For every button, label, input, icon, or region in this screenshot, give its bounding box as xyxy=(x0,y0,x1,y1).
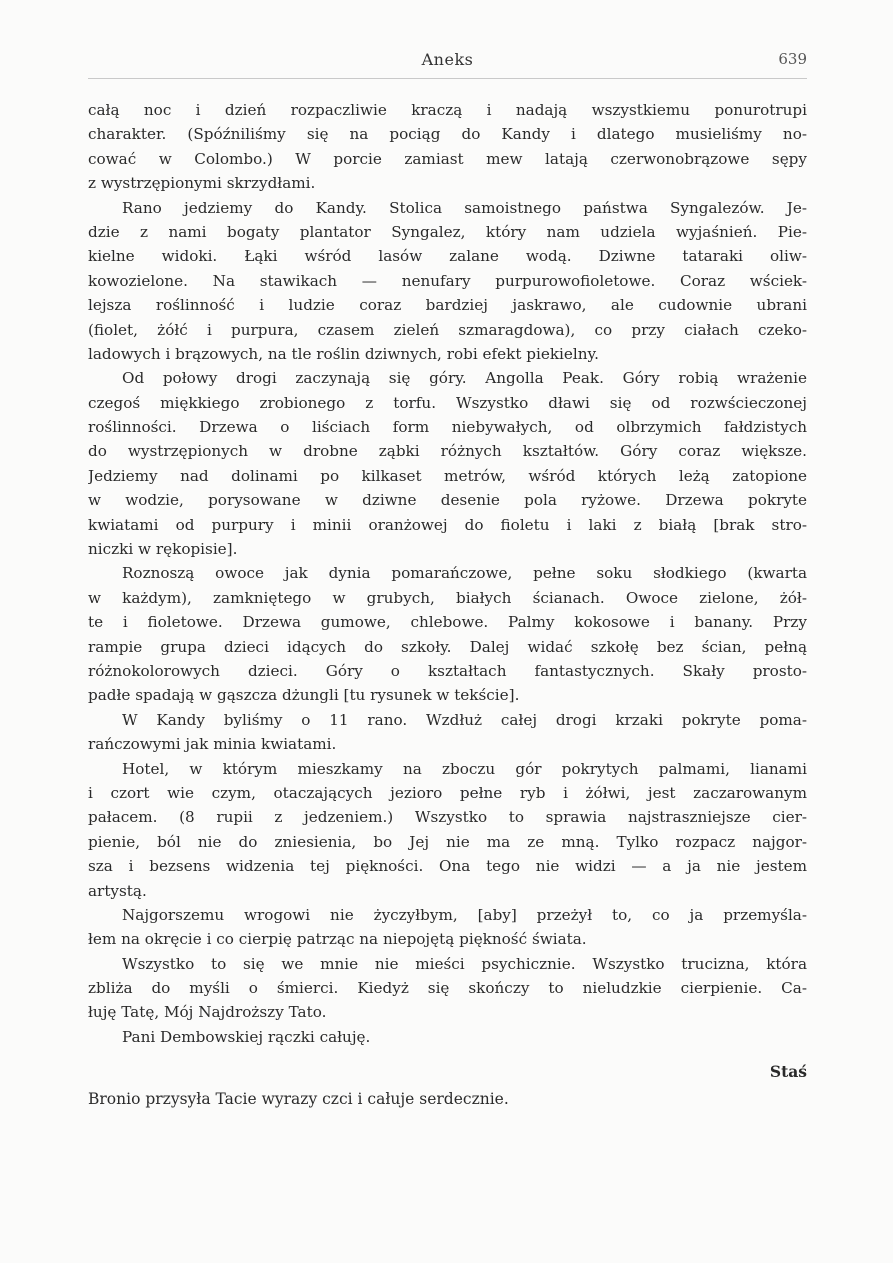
postscript: Bronio przysyła Tacie wyrazy czci i całuje serdecznie. xyxy=(88,1090,509,1108)
paragraph xyxy=(88,757,807,903)
text-line: różnokolorowych dzieci. Góry o kształtach fantastycznych. Skały prosto- xyxy=(88,661,807,680)
text-line: w wodzie, porysowane w dziwne desenie pola ryżowe. Drzewa pokryte xyxy=(88,491,807,510)
text-line: pienie, ból nie do zniesienia, bo Jej nie ma ze mną. Tylko rozpacz najgor- xyxy=(88,832,807,851)
text-line: charakter. (Spóźniliśmy się na pociąg do Kandy i dlatego musieliśmy no- xyxy=(88,125,807,144)
text-line: Rano jedziemy do Kandy. Stolica samoistnego państwa Syngalezów. Je- xyxy=(122,198,807,217)
running-header xyxy=(88,50,807,74)
text-line: zbliża do myśli o śmierci. Kiedyż się skończy to nieludzkie cierpienie. Ca- xyxy=(88,979,807,998)
text-line: dzie z nami bogaty plantator Syngalez, który nam udziela wyjaśnień. Pie- xyxy=(88,222,807,241)
text-line: kowozielone. Na stawikach — nenufary purpurowofioletowe. Coraz wściek- xyxy=(88,271,807,290)
text-line: i czort wie czym, otaczających jezioro pełne ryb i żółwi, jest zaczarowanym xyxy=(88,783,807,802)
text-line: rampie grupa dzieci idących do szkoły. Dalej widać szkołę bez ścian, pełną xyxy=(88,637,807,656)
text-line: Hotel, w którym mieszkamy na zboczu gór pokrytych palmami, lianami xyxy=(122,759,807,778)
text-line: lejsza roślinność i ludzie coraz bardziej jaskrawo, ale cudownie ubrani xyxy=(88,296,807,315)
paragraph xyxy=(88,1025,807,1049)
text-line: (fiolet, żółć i purpura, czasem zieleń szmaragdowa), co przy ciałach czeko- xyxy=(88,320,807,339)
text-line: pałacem. (8 rupii z jedzeniem.) Wszystko to sprawia najstraszniejsze cier- xyxy=(88,808,807,827)
text-line: łuję Tatę, Mój Najdroższy Tato. xyxy=(88,1003,327,1022)
text-line: Roznoszą owoce jak dynia pomarańczowe, pełne soku słodkiego (kwarta xyxy=(122,564,807,583)
text-line: całą noc i dzień rozpaczliwie kraczą i nadają wszystkiemu ponurotrupi xyxy=(88,101,807,119)
text-line: Jedziemy nad dolinami po kilkaset metrów, wśród których leżą zatopione xyxy=(88,466,807,485)
text-line: Najgorszemu wrogowi nie życzyłbym, [aby] przeżył to, co ja przemyśla- xyxy=(122,905,807,924)
text-line: Od połowy drogi zaczynają się góry. Angolla Peak. Góry robią wrażenie xyxy=(122,369,807,388)
body-text xyxy=(88,98,807,1049)
text-line: do wystrzępionych w drobne ząbki różnych kształtów. Góry coraz większe. xyxy=(88,442,807,461)
text-line: ladowych i brązowych, na tle roślin dziwnych, robi efekt piekielny. xyxy=(88,344,599,363)
header-title: Aneks xyxy=(421,50,474,69)
text-line: Pani Dembowskiej rączki całuję. xyxy=(122,1027,371,1046)
text-line: w każdym), zamkniętego w grubych, białych ścianach. Owoce zielone, żół- xyxy=(88,588,807,607)
header-rule xyxy=(88,78,807,79)
paragraph xyxy=(88,708,807,757)
page-number: 639 xyxy=(778,50,807,68)
text-line: rańczowymi jak minia kwiatami. xyxy=(88,735,337,754)
text-line: kielne widoki. Łąki wśród lasów zalane wodą. Dziwne tataraki oliw- xyxy=(88,247,807,266)
text-line: czegoś miękkiego zrobionego z torfu. Wszystko dławi się od rozwścieczonej xyxy=(88,393,807,412)
paragraph xyxy=(88,903,807,952)
text-line: padłe spadają w gąszcza dżungli [tu rysunek w tekście]. xyxy=(88,686,520,705)
paragraph xyxy=(88,561,807,707)
text-line: łem na okręcie i co cierpię patrząc na niepojętą piękność świata. xyxy=(88,930,587,949)
text-line: sza i bezsens widzenia tej piękności. Ona tego nie widzi — a ja nie jestem xyxy=(88,857,807,876)
text-line: kwiatami od purpury i minii oranżowej do fioletu i laki z białą [brak stro- xyxy=(88,515,807,534)
paragraph xyxy=(88,98,807,196)
text-line: artystą. xyxy=(88,881,147,900)
text-line: roślinności. Drzewa o liściach form niebywałych, od olbrzymich fałdzistych xyxy=(88,418,807,437)
paragraph xyxy=(88,366,807,561)
text-line: te i fioletowe. Drzewa gumowe, chlebowe. Palmy kokosowe i banany. Przy xyxy=(88,613,807,632)
paragraph xyxy=(88,196,807,367)
text-line: cować w Colombo.) W porcie zamiast mew latają czerwonobrązowe sępy xyxy=(88,149,807,168)
signature: Staś xyxy=(769,1062,807,1081)
text-line: niczki w rękopisie]. xyxy=(88,540,238,559)
text-line: Wszystko to się we mnie nie mieści psychicznie. Wszystko trucizna, która xyxy=(122,954,807,973)
text-line: z wystrzępionymi skrzydłami. xyxy=(88,174,316,193)
paragraph xyxy=(88,952,807,1025)
text-line: W Kandy byliśmy o 11 rano. Wzdłuż całej drogi krzaki pokryte poma- xyxy=(122,710,807,729)
